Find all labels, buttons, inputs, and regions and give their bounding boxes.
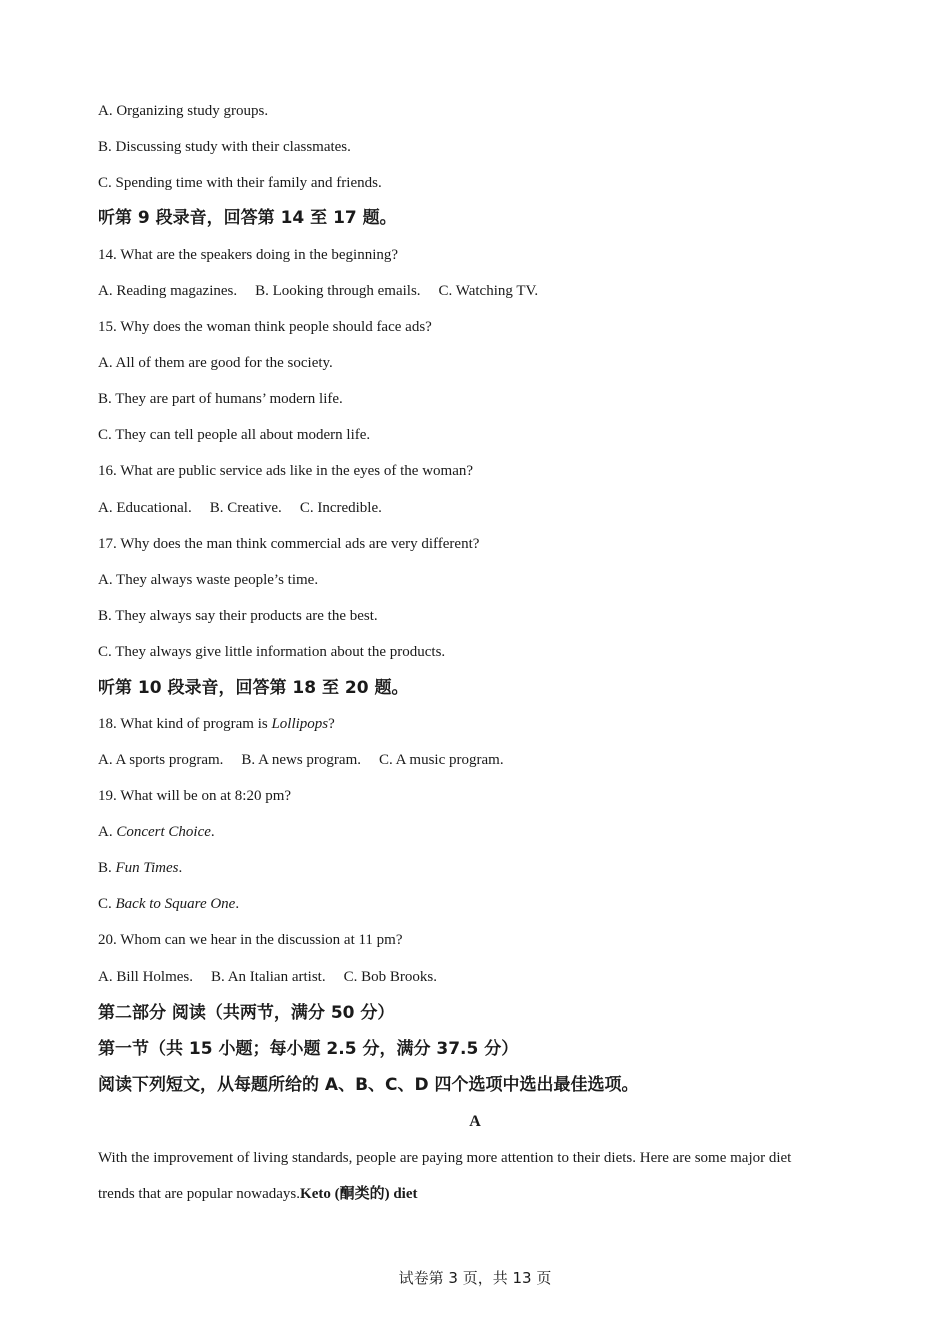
option: B. A news program. (241, 752, 361, 768)
option: C. Incredible. (299, 500, 382, 516)
option-letter: A. (98, 824, 117, 840)
passage-title: A (469, 1113, 481, 1130)
option-line: C. They can tell people all about modern life. (98, 427, 371, 443)
question-mark: ? (328, 716, 335, 732)
option-line: B. Discussing study with their classmates. (98, 139, 351, 155)
option-line: C. They always give little information about the products. (98, 644, 446, 660)
option-letter: B. (98, 860, 116, 876)
option-line: A. All of them are good for the society. (98, 355, 333, 371)
section-heading: 第一节（共 15 小题；每小题 2.5 分，满分 37.5 分） (98, 1039, 519, 1059)
option-line (98, 894, 239, 914)
option: C. A music program. (379, 752, 504, 768)
option: A. Educational. (98, 500, 192, 516)
period: . (235, 896, 240, 912)
options-18 (98, 750, 522, 770)
option: B. An Italian artist. (211, 969, 326, 985)
options-16 (98, 498, 400, 518)
option-line: B. They always say their products are the best. (98, 608, 378, 624)
option-line: A. Organizing study groups. (98, 103, 269, 119)
option: C. Bob Brooks. (343, 969, 437, 985)
option-line: B. They are part of humans’ modern life. (98, 391, 343, 407)
question-18 (98, 714, 335, 734)
option-letter: C. (98, 896, 116, 912)
question-14: 14. What are the speakers doing in the beginning? (98, 247, 399, 263)
paragraph-line: With the improvement of living standards, people are paying more attention to their diets. Here are some major diet (98, 1150, 792, 1166)
section-heading: 听第 10 段录音，回答第 18 至 20 题。 (98, 678, 409, 698)
paragraph-text: trends that are popular nowadays. (98, 1186, 301, 1202)
question-20: 20. Whom can we hear in the discussion at 11 pm? (98, 932, 403, 948)
program-title: Fun Times (115, 860, 179, 876)
section-heading: 听第 9 段录音，回答第 14 至 17 题。 (98, 208, 397, 228)
part-heading: 第二部分 阅读（共两节，满分 50 分） (98, 1003, 395, 1023)
option: A. A sports program. (98, 752, 224, 768)
question-17: 17. Why does the man think commercial ads are very different? (98, 536, 480, 552)
question-16: 16. What are public service ads like in the eyes of the woman? (98, 463, 474, 479)
question-15: 15. Why does the woman think people should face ads? (98, 319, 432, 335)
option-line: C. Spending time with their family and friends. (98, 175, 382, 191)
option-line (98, 858, 182, 878)
option: A. Reading magazines. (98, 283, 238, 299)
option: B. Creative. (209, 500, 282, 516)
options-14 (98, 281, 556, 301)
option: B. Looking through emails. (255, 283, 421, 299)
page-footer: 试卷第 3 页，共 13 页 (398, 1269, 552, 1287)
program-title: Back to Square One (115, 896, 236, 912)
question-19: 19. What will be on at 8:20 pm? (98, 788, 292, 804)
option-line: A. They always waste people’s time. (98, 572, 319, 588)
option-line (98, 822, 215, 842)
period: . (178, 860, 183, 876)
paragraph-line (98, 1184, 418, 1204)
options-20 (98, 967, 455, 987)
program-title: Concert Choice (116, 824, 211, 840)
instructions: 阅读下列短文，从每题所给的 A、B、C、D 四个选项中选出最佳选项。 (98, 1075, 639, 1095)
option: A. Bill Holmes. (98, 969, 194, 985)
program-title: Lollipops (271, 716, 329, 732)
question-text: 18. What kind of program is (98, 716, 272, 732)
period: . (210, 824, 215, 840)
subheading: Keto (酮类的) diet (300, 1186, 418, 1202)
option: C. Watching TV. (438, 283, 539, 299)
